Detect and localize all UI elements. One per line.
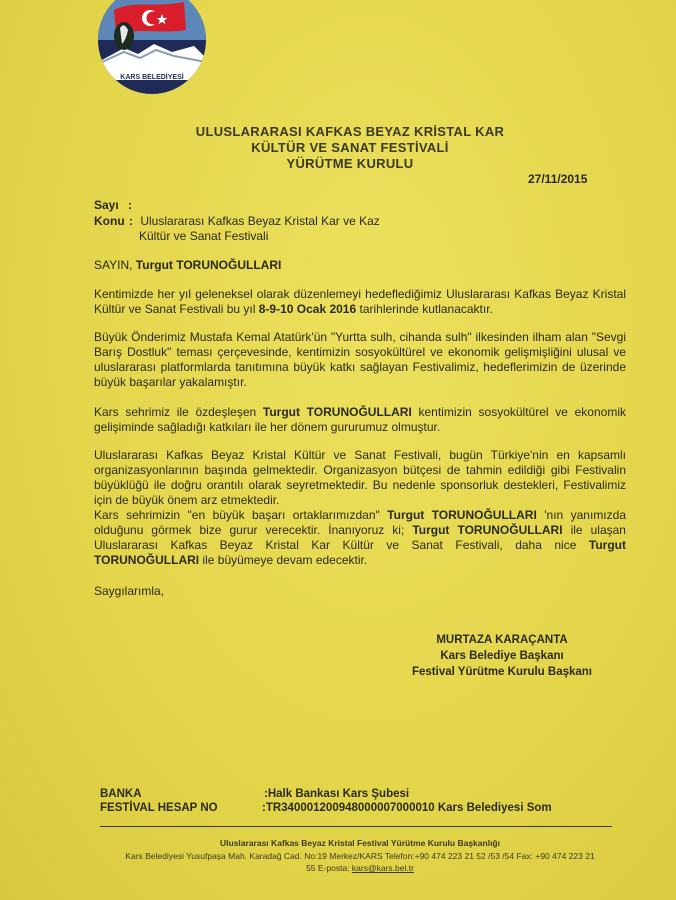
- footer-divider: [100, 826, 612, 827]
- festival-dates: 8-9-10 Ocak 2016: [258, 302, 357, 316]
- salutation-name: Turgut TORUNOĞULLARI: [135, 258, 282, 272]
- account-label: FESTİVAL HESAP NO: [100, 802, 218, 814]
- letter-date: 27/11/2015: [528, 172, 588, 186]
- bank-label: BANKA: [100, 788, 142, 800]
- closing: Saygılarımla,: [94, 584, 165, 598]
- konu-colon: :: [129, 214, 133, 228]
- account-value: :TR340001200948000007000010 Kars Belediyesi Som: [262, 802, 552, 814]
- konu-row: [94, 214, 380, 228]
- p3-text: Kars sehrimiz ile özdeşleşen: [94, 405, 263, 419]
- salutation-prefix: SAYIN,: [94, 258, 136, 272]
- header-line-3: YÜRÜTME KURULU: [286, 156, 414, 171]
- footer-line-3: [90, 863, 630, 874]
- kars-belediyesi-logo: [94, 0, 210, 96]
- p5-name-2: Turgut TORUNOĞULLARI: [412, 523, 563, 537]
- footer-email-label: 55 E-posta:: [306, 863, 352, 873]
- konu-label: Konu: [94, 214, 125, 228]
- konu-line-1: Uluslararası Kafkas Beyaz Kristal Kar ve Kaz: [140, 214, 380, 228]
- sayi-row: [94, 198, 132, 212]
- paragraph-2: Büyük Önderimiz Mustafa Kemal Atatürk'ün "Yurtta sulh, cihanda sulh" ilkesinden ilham alan "Sevgi Barış Dostluk" teması çerçevesinde, kentimizin sosyokültürel ve ekonomik gelişmişliğini ulusal ve uluslararası platformlarda tanıtımına büyük katkı sağlayan Festivalimiz, hedeflerimizin de üzerinde büyük başarılar yakalamıştır.: [94, 330, 626, 389]
- bank-value: :Halk Bankası Kars Şubesi: [264, 788, 410, 800]
- header-line-1: ULUSLARARASI KAFKAS BEYAZ KRİSTAL KAR: [195, 124, 505, 139]
- logo-text: KARS BELEDİYESİ: [120, 74, 184, 81]
- p3-text-end: kentimizin sosyokültürel ve ekonomik gelişiminde sağladığı katkıları ile her dönem gururumuz olmuştur.: [94, 405, 626, 434]
- paragraph-4: Uluslararası Kafkas Beyaz Kristal Kültür ve Sanat Festivali, bugün Türkiye'nin en kapsamlı organizasyonlarının başında gelmektedir. Organizasyon bütçesi de tahmin edildiği gibi Festivalin büyüklüğü ile doğru orantılı olarak seyretmektedir. Bu nedenle sponsorluk destekleri, Festivalimiz için de büyük önem arz etmektedir.: [94, 448, 626, 507]
- p5-text-g: ile büyümeye devam edecektir.: [199, 553, 368, 567]
- header-line-2: KÜLTÜR VE SANAT FESTİVALİ: [251, 140, 449, 155]
- footer-line-1: Uluslararası Kafkas Beyaz Kristal Festival Yürütme Kurulu Başkanlığı: [220, 838, 500, 848]
- p5-text-e: ile ulaşan Uluslararası Kafkas Beyaz Kristal Kar Kültür ve Sanat Festivali, daha nice: [94, 523, 626, 552]
- p5-text-a: Kars sehrimizin "en büyük başarı ortaklarımızdan": [94, 508, 388, 522]
- signature-block: [372, 632, 632, 680]
- p3-name: Turgut TORUNOĞULLARI: [262, 405, 412, 419]
- signatory-title-2: Festival Yürütme Kurulu Başkanı: [411, 666, 592, 678]
- p1-text: Kentimizde her yıl geleneksel olarak düzenlemeyi hedeflediğimiz Uluslararası Kafkas Beyaz Kristal Kültür ve Sanat Festivali bu yıl: [94, 287, 626, 316]
- paragraph-3: [94, 405, 626, 435]
- konu-line-2: Kültür ve Sanat Festivali: [139, 229, 269, 243]
- p5-name-1: Turgut TORUNOĞULLARI: [387, 508, 537, 522]
- footer-line-2: Kars Belediyesi Yusufpaşa Mah. Karadağ Cad. No:19 Merkez/KARS Telefon:+90 474 223 21 52 /53 /54 Fax: +90 474 223 21: [125, 851, 595, 861]
- sayi-colon: :: [128, 198, 133, 212]
- salutation: [94, 258, 281, 272]
- signatory-title-1: Kars Belediye Başkanı: [440, 650, 564, 662]
- p5-text-c: 'nın yanımızda olduğunu görmek bize gurur verecektir. İnanıyoruz ki;: [94, 508, 626, 537]
- footer-email-link[interactable]: kars@kars.bel.tr: [351, 863, 414, 873]
- paragraph-5: [94, 508, 626, 568]
- sayi-label: Sayı: [94, 198, 119, 212]
- signatory-name: MURTAZA KARAÇANTA: [436, 634, 568, 646]
- p1-text-end: tarihlerinde kutlanacaktır.: [356, 302, 493, 316]
- letter-header: [150, 124, 550, 172]
- p5-name-3: Turgut TORUNOĞULLARI: [94, 538, 626, 567]
- paragraph-1: [94, 287, 626, 317]
